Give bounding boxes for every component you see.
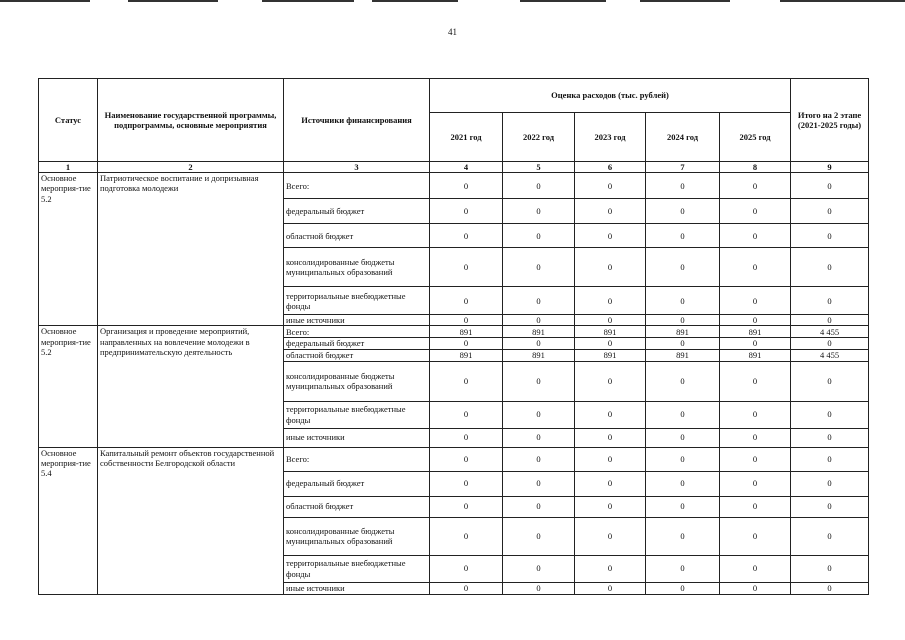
header-year: 2023 год (575, 113, 646, 162)
header-sources: Источники финансирования (284, 79, 430, 162)
header-year: 2025 год (720, 113, 791, 162)
year-value-cell: 0 (430, 582, 503, 594)
year-value-cell: 0 (430, 428, 503, 447)
table-row (39, 447, 869, 471)
year-value-cell: 0 (503, 224, 575, 248)
year-value-cell: 0 (720, 338, 791, 349)
funding-source-cell: областной бюджет (284, 496, 430, 517)
year-value-cell: 0 (720, 287, 791, 315)
year-value-cell: 0 (575, 517, 646, 555)
column-index: 9 (791, 162, 869, 173)
table-row (39, 326, 869, 338)
year-value-cell: 0 (575, 173, 646, 199)
total-value-cell: 0 (791, 582, 869, 594)
column-index: 2 (98, 162, 284, 173)
year-value-cell: 0 (430, 555, 503, 582)
column-index: 3 (284, 162, 430, 173)
funding-source-cell: консолидированные бюджеты муниципальных образований (284, 248, 430, 287)
year-value-cell: 891 (575, 349, 646, 361)
funding-source-cell: иные источники (284, 582, 430, 594)
year-value-cell: 0 (503, 287, 575, 315)
year-value-cell: 0 (503, 555, 575, 582)
funding-source-cell: Всего: (284, 447, 430, 471)
column-index: 1 (39, 162, 98, 173)
year-value-cell: 0 (575, 471, 646, 496)
funding-source-cell: федеральный бюджет (284, 338, 430, 349)
year-value-cell: 0 (575, 248, 646, 287)
year-value-cell: 0 (503, 517, 575, 555)
year-value-cell: 0 (503, 338, 575, 349)
year-value-cell: 0 (575, 199, 646, 224)
year-value-cell: 891 (646, 349, 720, 361)
year-value-cell: 0 (646, 401, 720, 428)
year-value-cell: 0 (646, 315, 720, 326)
year-value-cell: 0 (575, 361, 646, 401)
funding-source-cell: территориальные внебюджетные фонды (284, 555, 430, 582)
year-value-cell: 0 (720, 173, 791, 199)
year-value-cell: 0 (430, 447, 503, 471)
year-value-cell: 0 (646, 361, 720, 401)
column-index: 4 (430, 162, 503, 173)
year-value-cell: 0 (430, 361, 503, 401)
year-value-cell: 0 (646, 496, 720, 517)
year-value-cell: 0 (720, 428, 791, 447)
year-value-cell: 0 (720, 224, 791, 248)
total-value-cell: 0 (791, 447, 869, 471)
funding-source-cell: иные источники (284, 315, 430, 326)
total-value-cell: 4 455 (791, 326, 869, 338)
year-value-cell: 0 (720, 496, 791, 517)
year-value-cell: 0 (575, 496, 646, 517)
total-value-cell: 4 455 (791, 349, 869, 361)
total-value-cell: 0 (791, 401, 869, 428)
year-value-cell: 0 (430, 338, 503, 349)
year-value-cell: 0 (720, 315, 791, 326)
year-value-cell: 0 (720, 517, 791, 555)
year-value-cell: 0 (646, 287, 720, 315)
year-value-cell: 0 (503, 496, 575, 517)
year-value-cell: 891 (720, 326, 791, 338)
year-value-cell: 0 (430, 401, 503, 428)
header-year: 2022 год (503, 113, 575, 162)
funding-source-cell: Всего: (284, 173, 430, 199)
year-value-cell: 891 (503, 349, 575, 361)
column-index: 7 (646, 162, 720, 173)
header-year: 2024 год (646, 113, 720, 162)
funding-source-cell: территориальные внебюджетные фонды (284, 287, 430, 315)
year-value-cell: 0 (646, 517, 720, 555)
total-value-cell: 0 (791, 199, 869, 224)
year-value-cell: 0 (503, 315, 575, 326)
year-value-cell: 0 (720, 361, 791, 401)
year-value-cell: 0 (720, 447, 791, 471)
year-value-cell: 0 (575, 447, 646, 471)
year-value-cell: 0 (646, 338, 720, 349)
header-status: Статус (39, 79, 98, 162)
total-value-cell: 0 (791, 555, 869, 582)
year-value-cell: 0 (503, 582, 575, 594)
funding-source-cell: Всего: (284, 326, 430, 338)
total-value-cell: 0 (791, 517, 869, 555)
year-value-cell: 0 (646, 471, 720, 496)
year-value-cell: 0 (575, 338, 646, 349)
year-value-cell: 0 (646, 248, 720, 287)
year-value-cell: 0 (503, 471, 575, 496)
year-value-cell: 891 (646, 326, 720, 338)
year-value-cell: 0 (503, 428, 575, 447)
top-border-line (0, 0, 905, 2)
year-value-cell: 0 (575, 315, 646, 326)
funding-source-cell: федеральный бюджет (284, 199, 430, 224)
funding-source-cell: областной бюджет (284, 224, 430, 248)
year-value-cell: 0 (503, 401, 575, 428)
year-value-cell: 0 (720, 582, 791, 594)
total-value-cell: 0 (791, 496, 869, 517)
year-value-cell: 891 (720, 349, 791, 361)
column-index-row (39, 162, 869, 173)
funding-source-cell: иные источники (284, 428, 430, 447)
column-index: 8 (720, 162, 791, 173)
year-value-cell: 0 (575, 428, 646, 447)
year-value-cell: 0 (646, 199, 720, 224)
column-index: 6 (575, 162, 646, 173)
year-value-cell: 0 (575, 287, 646, 315)
year-value-cell: 0 (720, 248, 791, 287)
table-body (39, 173, 869, 594)
year-value-cell: 0 (503, 361, 575, 401)
table-row (39, 173, 869, 199)
year-value-cell: 0 (503, 248, 575, 287)
total-value-cell: 0 (791, 287, 869, 315)
total-value-cell: 0 (791, 224, 869, 248)
budget-table (38, 78, 869, 595)
year-value-cell: 891 (430, 326, 503, 338)
year-value-cell: 0 (503, 447, 575, 471)
funding-source-cell: консолидированные бюджеты муниципальных образований (284, 361, 430, 401)
year-value-cell: 0 (646, 224, 720, 248)
year-value-cell: 0 (646, 447, 720, 471)
header-total: Итого на 2 этапе (2021-2025 годы) (791, 79, 869, 162)
year-value-cell: 891 (575, 326, 646, 338)
year-value-cell: 0 (430, 248, 503, 287)
page-number: 41 (448, 27, 457, 37)
column-index: 5 (503, 162, 575, 173)
year-value-cell: 0 (646, 555, 720, 582)
year-value-cell: 0 (503, 173, 575, 199)
year-value-cell: 0 (430, 517, 503, 555)
year-value-cell: 0 (720, 471, 791, 496)
program-name-cell: Организация и проведение мероприятий, направленных на вовлечение молодежи в предпринимательскую деятельность (98, 326, 284, 447)
year-value-cell: 0 (575, 555, 646, 582)
funding-source-cell: областной бюджет (284, 349, 430, 361)
year-value-cell: 0 (575, 224, 646, 248)
total-value-cell: 0 (791, 173, 869, 199)
program-name-cell: Патриотическое воспитание и допризывная подготовка молодежи (98, 173, 284, 326)
year-value-cell: 0 (646, 582, 720, 594)
funding-source-cell: территориальные внебюджетные фонды (284, 401, 430, 428)
year-value-cell: 0 (430, 471, 503, 496)
year-value-cell: 0 (720, 401, 791, 428)
year-value-cell: 0 (430, 199, 503, 224)
year-value-cell: 891 (503, 326, 575, 338)
year-value-cell: 0 (720, 199, 791, 224)
header-program: Наименование государственной программы, подпрограммы, основные мероприятия (98, 79, 284, 162)
year-value-cell: 0 (503, 199, 575, 224)
year-value-cell: 891 (430, 349, 503, 361)
year-value-cell: 0 (646, 173, 720, 199)
funding-source-cell: консолидированные бюджеты муниципальных образований (284, 517, 430, 555)
status-cell: Основное мероприя-тие 5.2 (39, 326, 98, 447)
year-value-cell: 0 (430, 173, 503, 199)
year-value-cell: 0 (720, 555, 791, 582)
total-value-cell: 0 (791, 428, 869, 447)
total-value-cell: 0 (791, 315, 869, 326)
program-name-cell: Капитальный ремонт объектов государственной собственности Белгородской области (98, 447, 284, 594)
header-estimate: Оценка расходов (тыс. рублей) (430, 79, 791, 113)
header-year: 2021 год (430, 113, 503, 162)
year-value-cell: 0 (575, 401, 646, 428)
year-value-cell: 0 (430, 224, 503, 248)
total-value-cell: 0 (791, 248, 869, 287)
total-value-cell: 0 (791, 471, 869, 496)
total-value-cell: 0 (791, 361, 869, 401)
year-value-cell: 0 (646, 428, 720, 447)
year-value-cell: 0 (430, 315, 503, 326)
total-value-cell: 0 (791, 338, 869, 349)
year-value-cell: 0 (575, 582, 646, 594)
status-cell: Основное мероприя-тие 5.4 (39, 447, 98, 594)
status-cell: Основное мероприя-тие 5.2 (39, 173, 98, 326)
year-value-cell: 0 (430, 287, 503, 315)
year-value-cell: 0 (430, 496, 503, 517)
funding-source-cell: федеральный бюджет (284, 471, 430, 496)
